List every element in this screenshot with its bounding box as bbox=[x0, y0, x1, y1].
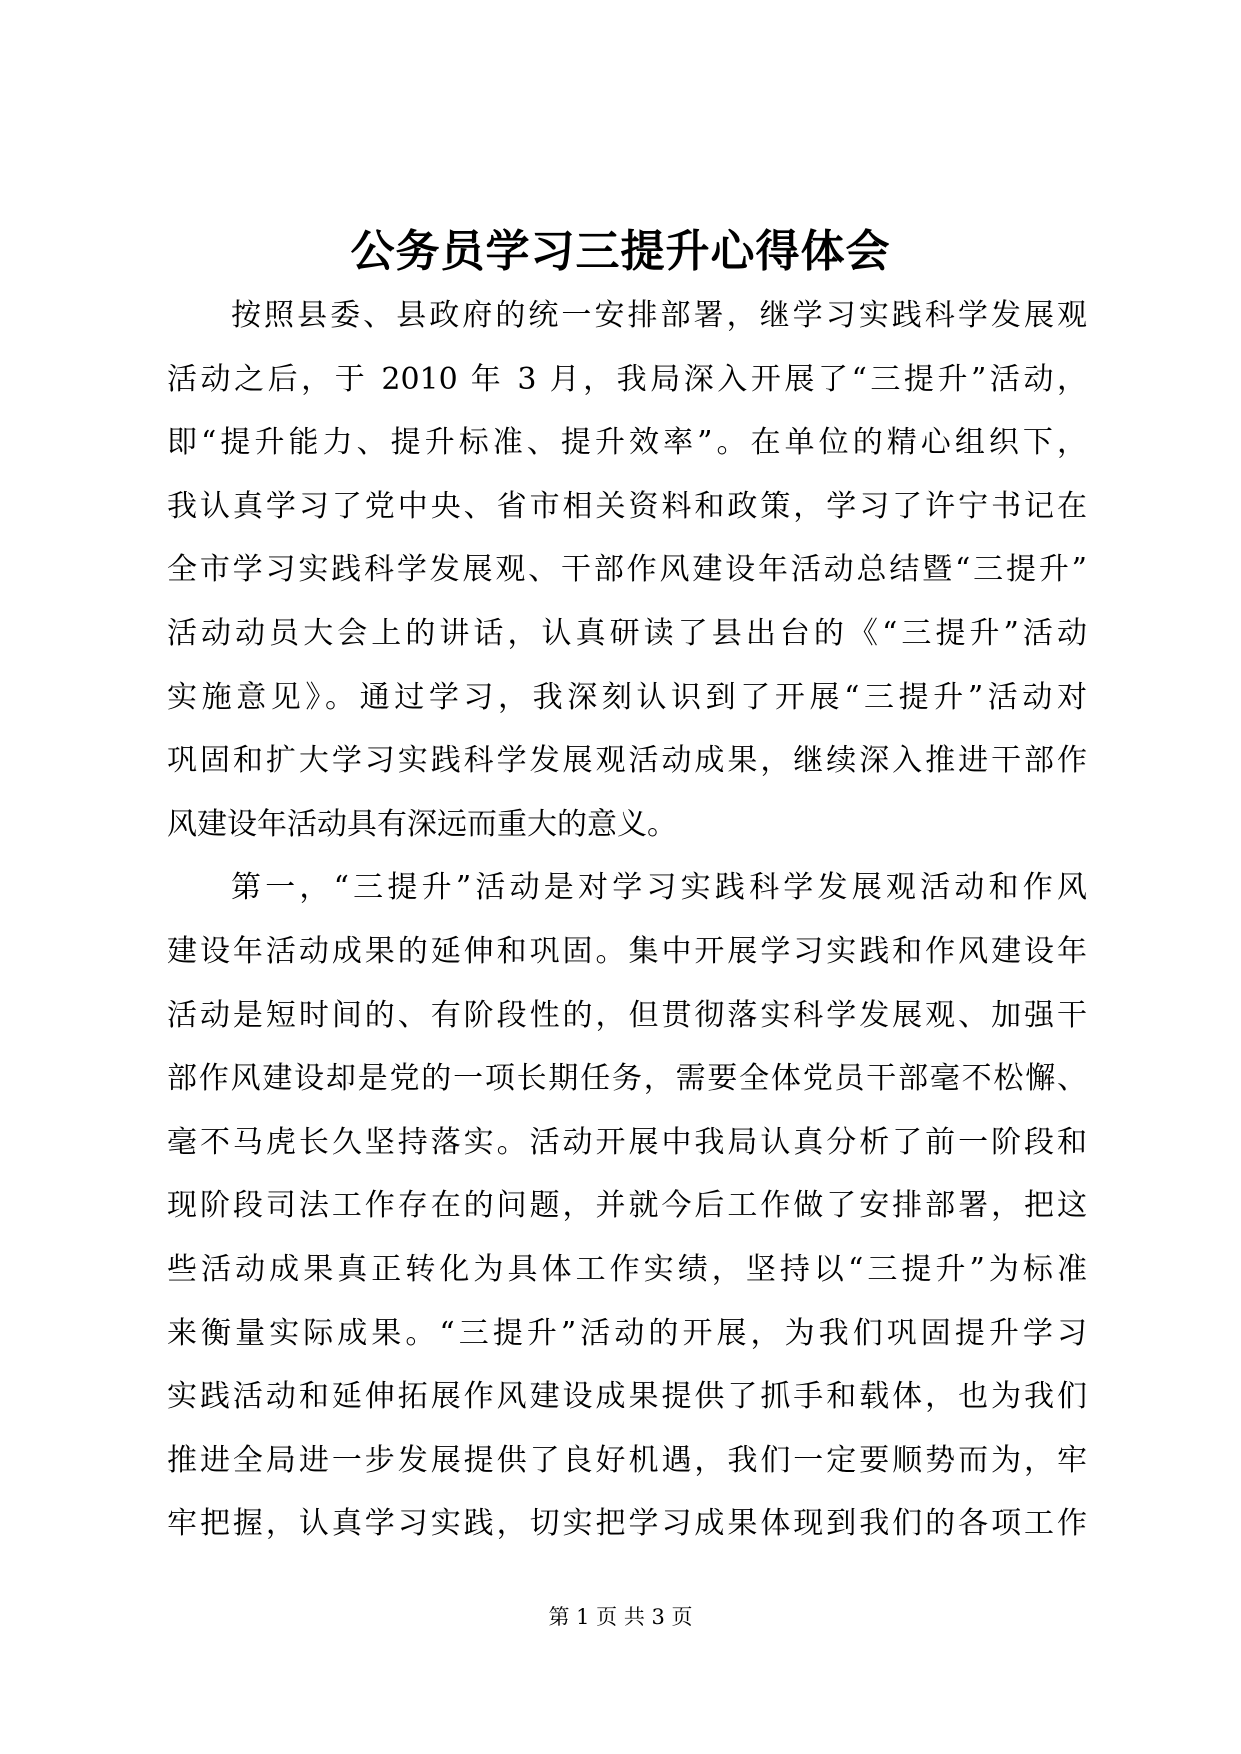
paragraph-line: 实施意见》。通过学习，我深刻认识到了开展“三提升”活动对 bbox=[167, 679, 1087, 715]
paragraph-line: 风建设年活动具有深远而重大的意义。 bbox=[167, 806, 677, 842]
paragraph-line: 全市学习实践科学发展观、干部作风建设年活动总结暨“三提升” bbox=[167, 552, 1087, 588]
paragraph-2 bbox=[167, 856, 1087, 1556]
page-footer: 第 1 页 共 3 页 bbox=[548, 1605, 693, 1629]
document-title: 公务员学习三提升心得体会 bbox=[350, 226, 891, 277]
paragraph-line: 活动是短时间的、有阶段性的，但贯彻落实科学发展观、加强干 bbox=[167, 997, 1087, 1033]
paragraph-line: 现阶段司法工作存在的问题，并就今后工作做了安排部署，把这 bbox=[167, 1188, 1087, 1224]
paragraph-line: 建设年活动成果的延伸和巩固。集中开展学习实践和作风建设年 bbox=[167, 933, 1087, 969]
paragraph-line: 些活动成果真正转化为具体工作实绩，坚持以“三提升”为标准 bbox=[167, 1251, 1087, 1287]
paragraph-line: 活动之后，于 2010 年 3 月，我局深入开展了“三提升”活动， bbox=[167, 361, 1087, 397]
paragraph-line: 活动动员大会上的讲话，认真研读了县出台的《“三提升”活动 bbox=[167, 615, 1087, 651]
paragraph-line: 即“提升能力、提升标准、提升效率”。在单位的精心组织下， bbox=[167, 425, 1087, 461]
paragraph-line: 巩固和扩大学习实践科学发展观活动成果，继续深入推进干部作 bbox=[167, 743, 1087, 779]
paragraph-line: 实践活动和延伸拓展作风建设成果提供了抓手和载体，也为我们 bbox=[167, 1379, 1087, 1415]
paragraph-line: 牢把握，认真学习实践，切实把学习成果体现到我们的各项工作 bbox=[167, 1506, 1087, 1542]
paragraph-line: 部作风建设却是党的一项长期任务，需要全体党员干部毫不松懈、 bbox=[167, 1061, 1087, 1097]
paragraph-line: 推进全局进一步发展提供了良好机遇，我们一定要顺势而为，牢 bbox=[167, 1442, 1087, 1478]
document-body bbox=[167, 284, 1087, 1556]
paragraph-1 bbox=[167, 284, 1087, 856]
paragraph-line: 来衡量实际成果。“三提升”活动的开展，为我们巩固提升学习 bbox=[167, 1315, 1087, 1351]
paragraph-line: 第一，“三提升”活动是对学习实践科学发展观活动和作风 bbox=[231, 870, 1087, 906]
paragraph-line: 毫不马虎长久坚持落实。活动开展中我局认真分析了前一阶段和 bbox=[167, 1124, 1087, 1160]
paragraph-line: 我认真学习了党中央、省市相关资料和政策，学习了许宁书记在 bbox=[167, 488, 1087, 524]
paragraph-line: 按照县委、县政府的统一安排部署，继学习实践科学发展观 bbox=[231, 298, 1087, 333]
